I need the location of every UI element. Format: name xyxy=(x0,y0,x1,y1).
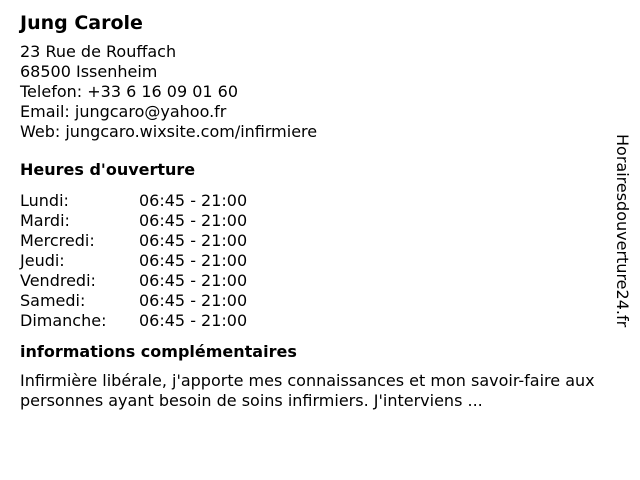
hours-time: 06:45 - 21:00 xyxy=(139,191,248,210)
phone-line: Telefon: +33 6 16 09 01 60 xyxy=(20,82,239,101)
hours-row-wednesday xyxy=(20,231,605,251)
web-line: Web: jungcaro.wixsite.com/infirmiere xyxy=(20,122,318,141)
hours-row-sunday xyxy=(20,311,605,331)
address-city: 68500 Issenheim xyxy=(20,62,158,81)
hours-time: 06:45 - 21:00 xyxy=(139,311,248,330)
hours-time: 06:45 - 21:00 xyxy=(139,251,248,270)
hours-row-friday xyxy=(20,271,605,291)
additional-info-text: Infirmière libérale, j'apporte mes connaissances et mon savoir-faire aux personnes ayant besoin de soins infirmiers. J'interviens ... xyxy=(20,371,595,410)
watermark-brand: Horairesdouverture24.fr xyxy=(613,134,632,328)
hours-day: Mardi: xyxy=(20,211,70,230)
email-line: Email: jungcaro@yahoo.fr xyxy=(20,102,227,121)
hours-row-monday xyxy=(20,191,605,211)
hours-time: 06:45 - 21:00 xyxy=(139,211,248,230)
hours-day: Vendredi: xyxy=(20,271,96,290)
hours-time: 06:45 - 21:00 xyxy=(139,231,248,250)
opening-hours-title: Heures d'ouverture xyxy=(20,160,196,179)
hours-day: Lundi: xyxy=(20,191,69,210)
hours-row-tuesday xyxy=(20,211,605,231)
hours-row-thursday xyxy=(20,251,605,271)
opening-hours-table xyxy=(20,191,605,331)
address-street: 23 Rue de Rouffach xyxy=(20,42,177,61)
additional-info-title: informations complémentaires xyxy=(20,342,297,361)
hours-day: Mercredi: xyxy=(20,231,95,250)
business-name: Jung Carole xyxy=(20,12,143,34)
hours-day: Samedi: xyxy=(20,291,86,310)
hours-day: Dimanche: xyxy=(20,311,107,330)
hours-day: Jeudi: xyxy=(20,251,65,270)
hours-time: 06:45 - 21:00 xyxy=(139,271,248,290)
hours-time: 06:45 - 21:00 xyxy=(139,291,248,310)
business-card xyxy=(20,10,605,411)
hours-row-saturday xyxy=(20,291,605,311)
